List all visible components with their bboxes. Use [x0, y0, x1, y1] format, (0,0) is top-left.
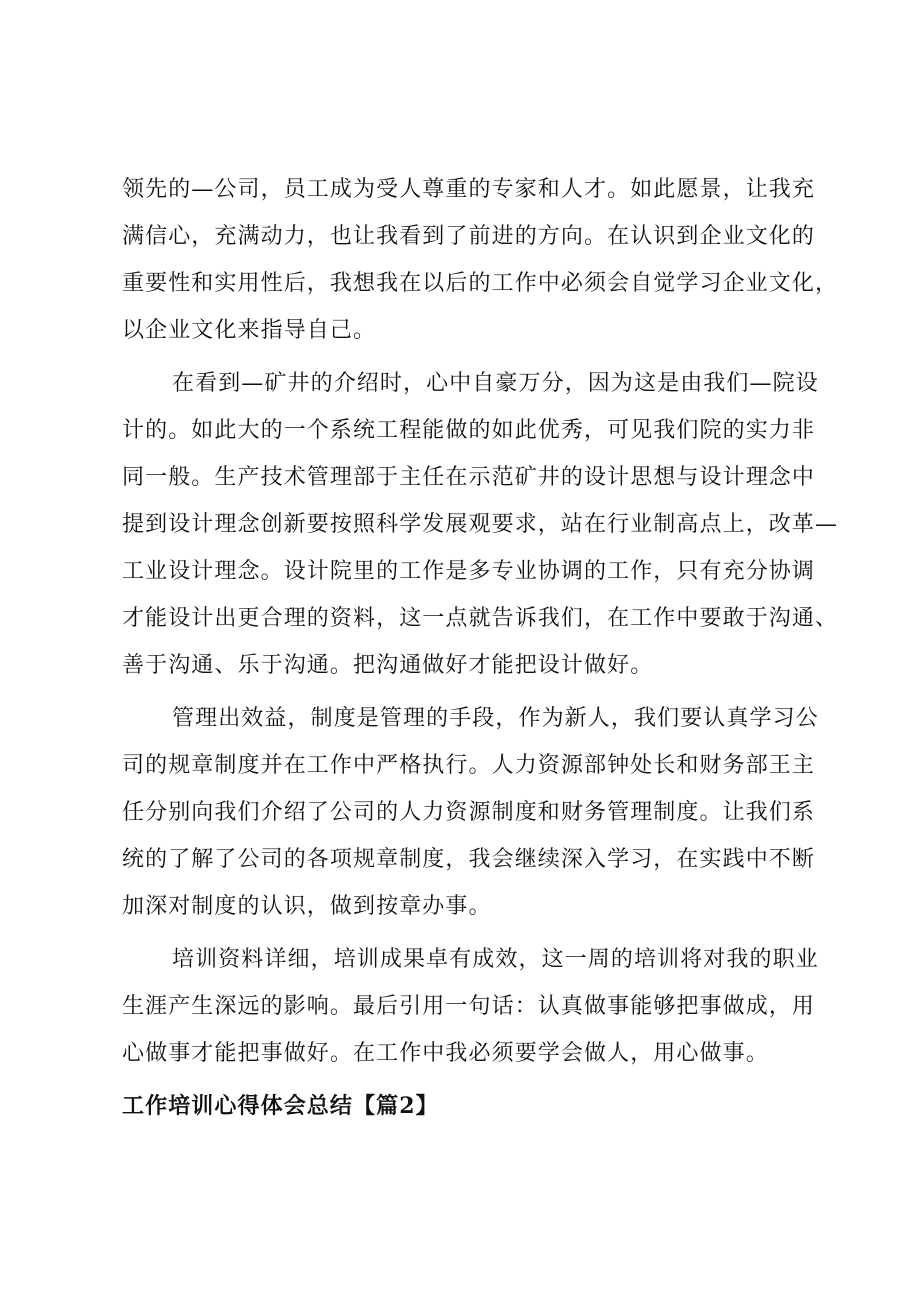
text-line: 司的规章制度并在工作中严格执行。人力资源部钟处长和财务部王主 [122, 753, 816, 778]
paragraph-2 [122, 360, 839, 689]
paragraph-3 [122, 695, 832, 930]
text-line: 满信心，充满动力，也让我看到了前进的方向。在认识到企业文化的 [122, 224, 816, 249]
paragraph-1 [122, 166, 839, 354]
document-body [122, 166, 839, 1130]
text-line: 提到设计理念创新要按照科学发展观要求，站在行业制高点上，改革— [122, 512, 839, 537]
text-line: 以企业文化来指导自己。 [122, 318, 377, 343]
text-line: 才能设计出更合理的资料，这一点就告诉我们，在工作中要敢于沟通、 [122, 606, 839, 631]
text-line: 同一般。生产技术管理部于主任在示范矿井的设计思想与设计理念中 [122, 465, 816, 490]
paragraph-4 [122, 936, 832, 1077]
text-line: 管理出效益，制度是管理的手段，作为新人，我们要认真学习公 [172, 706, 819, 731]
text-line: 培训资料详细，培训成果卓有成效，这一周的培训将对我的职业 [172, 947, 819, 972]
text-line: 计的。如此大的一个系统工程能做的如此优秀，可见我们院的实力非 [122, 418, 816, 443]
text-line: 生涯产生深远的影响。最后引用一句话：认真做事能够把事做成，用 [122, 994, 816, 1019]
text-line: 在看到—矿井的介绍时，心中自豪万分，因为这是由我们—院设 [172, 371, 819, 396]
text-line: 统的了解了公司的各项规章制度，我会继续深入学习，在实践中不断 [122, 847, 816, 872]
text-line: 任分别向我们介绍了公司的人力资源制度和财务管理制度。让我们系 [122, 800, 816, 825]
text-line: 善于沟通、乐于沟通。把沟通做好才能把设计做好。 [122, 653, 654, 678]
text-line: 重要性和实用性后，我想我在以后的工作中必须会自觉学习企业文化， [122, 271, 839, 296]
text-line: 领先的—公司，员工成为受人尊重的专家和人才。如此愿景，让我充 [122, 177, 816, 202]
text-line: 工业设计理念。设计院里的工作是多专业协调的工作，只有充分协调 [122, 559, 816, 584]
text-line: 加深对制度的认识，做到按章办事。 [122, 894, 492, 919]
text-line: 心做事才能把事做好。在工作中我必须要学会做人，用心做事。 [122, 1041, 769, 1066]
section-heading: 工作培训心得体会总结【篇2】 [122, 1093, 439, 1119]
